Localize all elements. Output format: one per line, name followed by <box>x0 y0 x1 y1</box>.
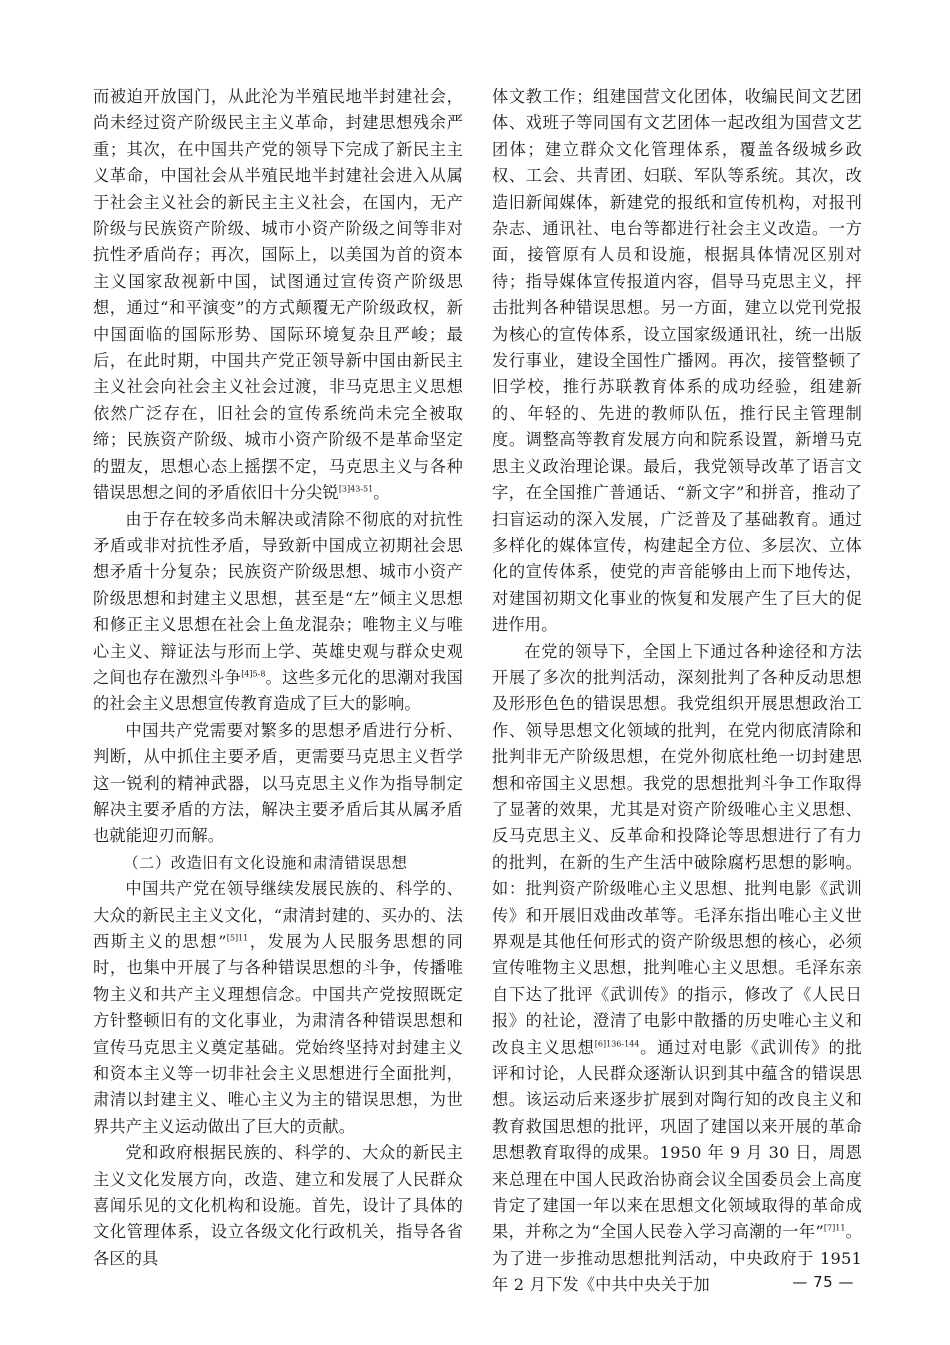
paragraph-4: 中国共产党在领导继续发展民族的、科学的、大众的新民主主义文化，“肃清封建的、买办的、法西斯主义的思想”$^{[5]11}$，发展为人民服务思想的同时，也集中开展了与各种错误思想的斗争，传播唯物主义和共产主义理想信念。中国共产党按照既定方针整顿旧有的文化事业，为肃清各种错误思想和宣传马克思主义奠定基础。党始终坚持对封建主义和资本主义等一切非社会主义思想进行全面批判，肃清以封建主义、唯心主义为主的错误思想，为世界共产主义运动做出了巨大的贡献。 <box>93 879 464 1136</box>
left-column <box>93 84 463 1272</box>
paragraph-3: 中国共产党需要对繁多的思想矛盾进行分析、判断，从中抓住主要矛盾，更需要马克思主义哲学这一锐利的精神武器，以马克思主义作为指导制定解决主要矛盾的方法，解决主要矛盾后其从属矛盾也就能迎刃而解。 <box>93 720 463 846</box>
page-number: — 75 — <box>792 1273 854 1291</box>
paragraph-2: 由于存在较多尚未解决或清除不彻底的对抗性矛盾或非对抗性矛盾，导致新中国成立初期社会思想矛盾十分复杂；民族资产阶级思想、城市小资产阶级思想和封建主义思想，甚至是“左”倾主义思想和修正主义思想在社会上鱼龙混杂；唯物主义与唯心主义、辩证法与形而上学、英雄史观与群众史观之间也存在激烈斗争$^{[4]5-8}$。这些多元化的思潮对我国的社会主义思想宣传教育造成了巨大的影响。 <box>93 509 463 714</box>
paragraph-5-continued: 体文教工作；组建国营文化团体，收编民间文艺团体、戏班子等同国有文艺团体一起改组为国营文艺团体；建立群众文化管理体系，覆盖各级城乡政权、工会、共青团、妇联、军队等系统。其次，改造旧新闻媒体，新建党的报纸和宣传机构，对报刊杂志、通讯社、电台等都进行社会主义改造。一方面，接管原有人员和设施，根据具体情况区别对待；指导媒体宣传报道内容，倡导马克思主义，抨击批判各种错误思想。另一方面，建立以党刊党报为核心的宣传体系，设立国家级通讯社，统一出版发行事业，建设全国性广播网。再次，接管整顿了旧学校，推行苏联教育体系的成功经验，组建新的、年轻的、先进的教师队伍，推行民主管理制度。调整高等教育发展方向和院系设置，新增马克思主义政治理论课。最后，我党领导改革了语言文字，在全国推广普通话、“新文字”和拼音，推动了扫盲运动的深入发展，广泛普及了基础教育。通过多样化的媒体宣传，构建起全方位、多层次、立体化的宣传体系，使党的声音能够由上而下地传达，对建国初期文化事业的恢复和发展产生了巨大的促进作用。 <box>492 87 862 635</box>
right-column <box>492 84 862 1299</box>
citation-7: [7]11 <box>823 1224 846 1234</box>
paragraph-6: 在党的领导下，全国上下通过各种途径和方法开展了多次的批判活动，深刻批判了各种反动思想及形形色色的错误思想。我党组织开展思想政治工作、领导思想文化领域的批判，在党内彻底清除和批判非无产阶级思想，在党外彻底杜绝一切封建思想和帝国主义思想。我党的思想批判斗争工作取得了显著的效果，尤其是对资产阶级唯心主义思想、反马克思主义、反革命和投降论等思想进行了有力的批判，在新的生产生活中破除腐朽思想的影响。如：批判资产阶级唯心主义思想、批判电影《武训传》和开展旧戏曲改革等。毛泽东指出唯心主义世界观是其他任何形式的资产阶级思想的核心，必须宣传唯物主义思想，批判唯心主义思想。毛泽东亲自下达了批评《武训传》的指示，修改了《人民日报》的社论，澄清了电影中散播的历史唯心主义和改良主义思想$^{[6]136-144}$。通过对电影《武训传》的批评和讨论，人民群众逐渐认识到其中蕴含的错误思想。该运动后来逐步扩展到对陶行知的改良主义和教育救国思想的批评，巩固了建国以来开展的革命思想教育取得的成果。1950 年 9 月 30 日，周恩来总理在中国人民政治协商会议全国委员会上高度肯定了建国一年以来在思想文化领域取得的革命成果，并称之为“全国人民卷入学习高潮的一年”$^{[7]11}$。为了进一步推动思想批判活动，中央政府于 1951 年 2 月下发《中共中央关于加 <box>492 641 863 1295</box>
section-heading: （二）改造旧有文化设施和肃清错误思想 <box>123 853 408 872</box>
citation-4: [4]5-8 <box>241 669 266 679</box>
citation-5: [5]11 <box>226 933 249 943</box>
citation-3: [3]43-51 <box>338 484 374 494</box>
citation-6: [6]136-144 <box>594 1039 640 1049</box>
paragraph-1: 而被迫开放国门，从此沦为半殖民地半封建社会，尚未经过资产阶级民主主义革命，封建思想残余严重；其次，在中国共产党的领导下完成了新民主主义革命，中国社会从半殖民地半封建社会进入从属于社会主义社会的新民主主义社会，在国内，无产阶级与民族资产阶级、城市小资产阶级之间等非对抗性矛盾尚存；再次，国际上，以美国为首的资本主义国家敌视新中国，试图通过宣传资产阶级思想，通过“和平演变”的方式颠覆无产阶级政权，新中国面临的国际形势、国际环境复杂且严峻；最后，在此时期，中国共产党正领导新中国由新民主主义社会向社会主义社会过渡，非马克思主义思想依然广泛存在，旧社会的宣传系统尚未完全被取缔；民族资产阶级、城市小资产阶级不是革命坚定的盟友，思想心态上摇摆不定，马克思主义与各种错误思想之间的矛盾依旧十分尖锐$^{[3]43-51}$。 <box>93 87 463 503</box>
paragraph-5-start: 党和政府根据民族的、科学的、大众的新民主主义文化发展方向，改造、建立和发展了人民群众喜闻乐见的文化机构和设施。首先，设计了具体的文化管理体系，设立各级文化行政机关，指导各省各区的具 <box>93 1143 463 1268</box>
